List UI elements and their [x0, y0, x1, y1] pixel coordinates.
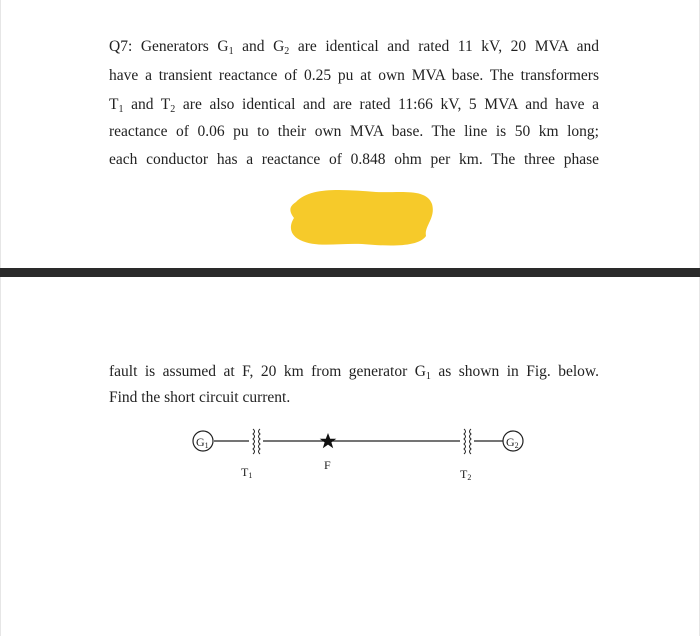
text-span: are also identical and are rated 11:66 kV, 5 MVA and have a — [175, 96, 599, 113]
generator-g2-label: G2 — [506, 435, 519, 450]
single-line-diagram — [185, 422, 545, 502]
transformer-t1-label: T1 — [241, 465, 253, 480]
question-line-1 — [109, 37, 599, 57]
text-span: and T — [123, 96, 171, 113]
subscript: 1 — [228, 46, 234, 57]
subscript: 1 — [425, 371, 431, 382]
subscript: 2 — [284, 46, 290, 57]
question-line-6 — [109, 362, 599, 382]
question-line-2: have a transient reactance of 0.25 pu at own MVA base. The transformers — [109, 67, 599, 84]
text-span: T — [109, 96, 119, 113]
text-span: and G — [233, 38, 285, 55]
text-span: are identical and rated 11 kV, 20 MVA and — [289, 38, 599, 55]
fault-star-icon — [320, 433, 337, 448]
subscript: 2 — [170, 104, 176, 115]
highlight-scribble — [286, 180, 434, 250]
transformer-t2-label: T2 — [460, 467, 472, 482]
question-line-3 — [109, 95, 599, 115]
question-line-7: Find the short circuit current. — [109, 389, 291, 406]
generator-g1 — [193, 431, 213, 451]
text-span: fault is assumed at F, 20 km from generator G — [109, 363, 426, 380]
question-line-5: each conductor has a reactance of 0.848 ohm per km. The three phase — [109, 151, 599, 168]
transformer-t1 — [241, 428, 263, 480]
generator-g2 — [503, 431, 523, 451]
transformer-t2 — [460, 428, 474, 482]
fault-label: F — [324, 458, 331, 472]
transformer-t2-gap — [460, 428, 474, 454]
generator-g1-label: G1 — [196, 435, 209, 450]
fault-point — [320, 433, 337, 472]
text-span: as shown in Fig. below. — [430, 363, 599, 380]
text-span: Q7: Generators G — [109, 38, 229, 55]
question-page-top — [0, 0, 700, 268]
question-line-4: reactance of 0.06 pu to their own MVA base. The line is 50 km long; — [109, 123, 599, 140]
subscript: 1 — [118, 104, 124, 115]
transformer-t1-gap — [249, 428, 263, 454]
page-divider — [0, 268, 700, 277]
